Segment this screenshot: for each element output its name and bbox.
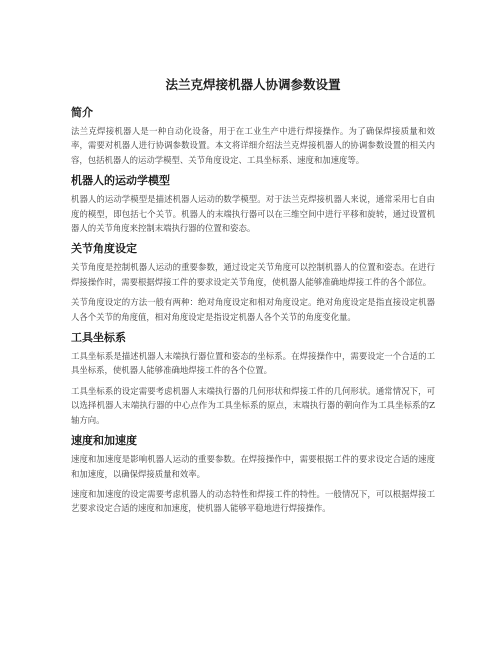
- paragraph: 工具坐标系的设定需要考虑机器人末端执行器的几何形状和焊接工件的几何形状。通常情况下，可以选择机器人末端执行器的中心点作为工具坐标系的原点，末端执行器的朝向作为工具坐标系的Z轴方向。: [71, 385, 435, 425]
- document-page: [71, 76, 435, 522]
- section-speed-acceleration: [71, 433, 435, 516]
- section-joint-angles: [71, 241, 435, 324]
- section-heading: 速度和加速度: [71, 434, 137, 448]
- section-kinematic-model: [71, 173, 435, 235]
- document-title: 法兰克焊接机器人协调参数设置: [165, 77, 341, 92]
- paragraph: 法兰克焊接机器人是一种自动化设备，用于在工业生产中进行焊接操作。为了确保焊接质量和效率，需要对机器人进行协调参数设置。本文将详细介绍法兰克焊接机器人的协调参数设置的相关内容，包括机器人的运动学模型、关节角度设定、工具坐标系、速度和加速度等。: [71, 126, 435, 165]
- section-heading: 简介: [71, 106, 93, 119]
- section-intro: [71, 105, 435, 167]
- section-heading: 关节角度设定: [71, 242, 137, 256]
- section-heading: 机器人的运动学模型: [71, 174, 170, 188]
- paragraph: 机器人的运动学模型是描述机器人运动的数学模型。对于法兰克焊接机器人来说，通常采用七自由度的模型，即包括七个关节。机器人的末端执行器可以在三维空间中进行平移和旋转，通过设置机器人的关节角度来控制末端执行器的位置和姿态。: [71, 194, 435, 234]
- section-tool-frame: [71, 330, 435, 427]
- paragraph: 工具坐标系是描述机器人末端执行器位置和姿态的坐标系。在焊接操作中，需要设定一个合适的工具坐标系，使机器人能够准确地焊接工件的各个位置。: [71, 351, 435, 376]
- paragraph: 速度和加速度的设定需要考虑机器人的动态特性和焊接工件的特性。一般情况下，可以根据焊接工艺要求设定合适的速度和加速度，使机器人能够平稳地进行焊接操作。: [71, 488, 435, 514]
- paragraph: 关节角度设定的方法一般有两种：绝对角度设定和相对角度设定。绝对角度设定是指直接设定机器人各个关节的角度值，相对角度设定是指设定机器人各个关节的角度变化量。: [71, 297, 435, 322]
- paragraph: 关节角度是控制机器人运动的重要参数，通过设定关节角度可以控制机器人的位置和姿态。在进行焊接操作时，需要根据焊接工件的要求设定关节角度，使机器人能够准确地焊接工件的各个部位。: [71, 262, 435, 287]
- paragraph: 速度和加速度是影响机器人运动的重要参数。在焊接操作中，需要根据工件的要求设定合适的速度和加速度，以确保焊接质量和效率。: [71, 454, 435, 479]
- section-heading: 工具坐标系: [71, 331, 126, 345]
